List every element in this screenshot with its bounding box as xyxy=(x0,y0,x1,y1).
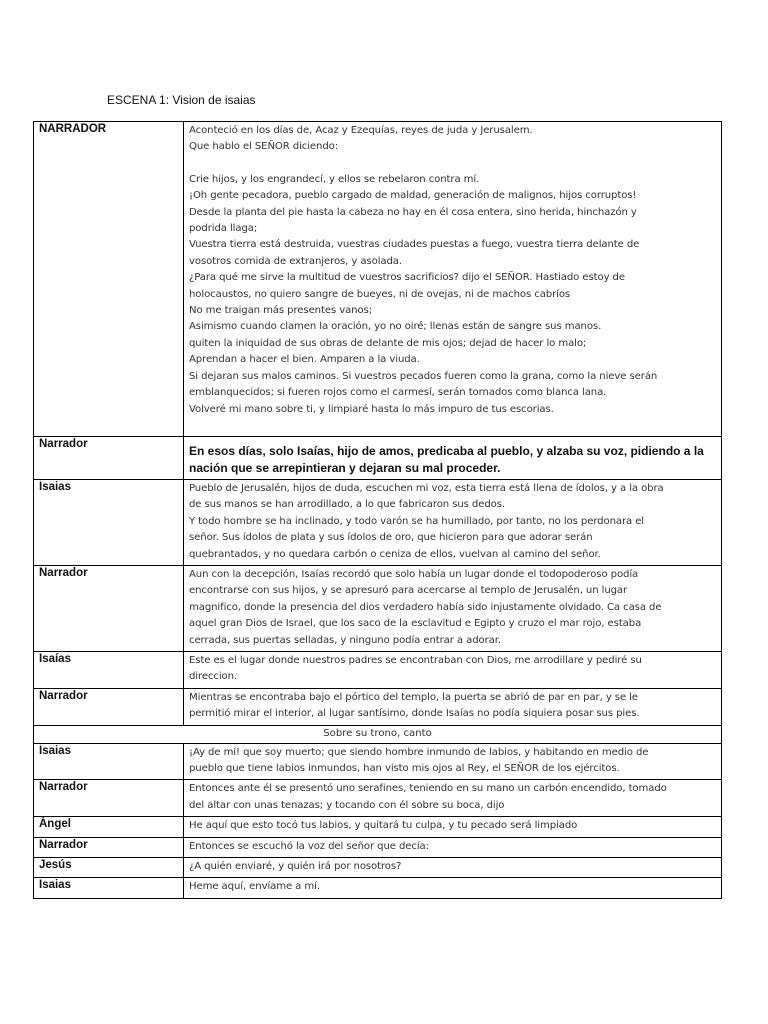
dialogue-line: nación que se arrepintieran y dejaran su mal proceder. xyxy=(189,460,501,475)
dialogue-line: permitió mirar el interior, al lugar santísimo, donde Isaías no podía siquiera posar sus pies. xyxy=(189,708,640,720)
dialogue-line: Pueblo de Jerusalén, hijos de duda, escuchen mi voz, esta tierra está llena de ídolos, y a la obra xyxy=(189,482,664,494)
dialogue-line: Aprendan a hacer el bien. Amparen a la viuda. xyxy=(189,354,420,366)
script-row xyxy=(34,122,722,437)
dialogue-line: direccion. xyxy=(189,671,238,683)
dialogue-line: ¡Ay de mí! que soy muerto; que siendo hombre inmundo de labios, y habitando en medio de xyxy=(189,746,649,758)
dialogue-line: magnifico, donde la presencia del dios verdadero había sido injustamente olvidado. Ca casa de xyxy=(189,601,662,613)
dialogue-line: pueblo que tiene labios inmundos, han visto mis ojos al Rey, el SEÑOR de los ejércitos. xyxy=(189,763,620,774)
dialogue-line: Entonces ante él se presentó uno serafines, teniendo en su mano un carbón encendido, tomado xyxy=(189,783,667,795)
dialogue-line: de sus manos se han arrodillado, a lo que fabricaron sus dedos. xyxy=(189,499,505,511)
script-row xyxy=(34,565,722,651)
dialogue-line: encontrarse con sus hijos, y se apresuró para acercarse al templo de Jerusalén, un lugar xyxy=(189,585,628,597)
speaker-name: Narrador xyxy=(34,837,184,857)
dialogue-line: vosotros comida de extranjeros, y asolada. xyxy=(189,255,402,267)
dialogue-line: ¡Oh gente pecadora, pueblo cargado de maldad, generación de malignos, hijos corruptos! xyxy=(189,190,637,202)
dialogue-text xyxy=(184,122,722,437)
dialogue-line: aquel gran Dios de Israel, que los saco de la esclavitud e Egipto y cruzo el mar rojo, estaba xyxy=(189,618,642,630)
dialogue-line: emblanquecidos; si fueren rojos como el carmesí, serán tornados como blanca lana. xyxy=(189,387,607,399)
dialogue-line: Heme aquí, envíame a mí. xyxy=(189,881,320,893)
dialogue-line: Mientras se encontraba bajo el pórtico del templo, la puerta se abrió de par en par, y se le xyxy=(189,691,638,703)
dialogue-text xyxy=(184,565,722,651)
dialogue-line: quiten la iniquidad de sus obras de delante de mis ojos; dejad de hacer lo malo; xyxy=(189,337,587,349)
dialogue-text xyxy=(184,688,722,725)
stage-direction: Sobre su trono, canto xyxy=(34,725,722,743)
dialogue-text xyxy=(184,817,722,837)
script-row xyxy=(34,858,722,878)
script-row xyxy=(34,878,722,898)
dialogue-line: podrida llaga; xyxy=(189,223,258,235)
script-table xyxy=(33,121,722,899)
script-row xyxy=(34,479,722,565)
dialogue-line: ¿Para qué me sirve la multitud de vuestros sacrificios? dijo el SEÑOR. Hastiado estoy de xyxy=(189,272,625,284)
script-row xyxy=(34,688,722,725)
dialogue-line: En esos días, solo Isaías, hijo de amos, predicaba al pueblo, y alzaba su voz, pidiendo a la xyxy=(189,443,704,458)
dialogue-line: Asimismo cuando clamen la oración, yo no oiré; llenas están de sangre sus manos. xyxy=(189,321,602,333)
speaker-name: Isaías xyxy=(34,651,184,688)
script-row xyxy=(34,651,722,688)
speaker-name: Isaias xyxy=(34,479,184,565)
speaker-name: Jesús xyxy=(34,858,184,878)
script-row xyxy=(34,817,722,837)
dialogue-line: No me traigan más presentes vanos; xyxy=(189,305,373,317)
dialogue-line: Y todo hombre se ha inclinado, y todo varón se ha humillado, por tanto, no los perdonara el xyxy=(189,515,645,527)
dialogue-line: Este es el lugar donde nuestros padres se encontraban con Dios, me arrodillare y pediré su xyxy=(189,654,642,666)
dialogue-text xyxy=(184,780,722,817)
dialogue-text xyxy=(184,436,722,479)
script-row xyxy=(34,743,722,780)
script-row xyxy=(34,725,722,743)
dialogue-line: Aun con la decepción, Isaías recordó que solo había un lugar donde el todopoderoso podía xyxy=(189,568,639,580)
speaker-name: Narrador xyxy=(34,688,184,725)
speaker-name: Narrador xyxy=(34,436,184,479)
script-row xyxy=(34,837,722,857)
speaker-name: Isaias xyxy=(34,878,184,898)
dialogue-line xyxy=(189,156,716,172)
dialogue-line: Vuestra tierra está destruida, vuestras ciudades puestas a fuego, vuestra tierra delante de xyxy=(189,239,640,251)
dialogue-text xyxy=(184,858,722,878)
dialogue-line: holocaustos, no quiero sangre de bueyes, ni de ovejas, ni de machos cabríos xyxy=(189,288,571,300)
speaker-name: Narrador xyxy=(34,780,184,817)
dialogue-line xyxy=(189,418,716,434)
script-row xyxy=(34,436,722,479)
dialogue-line: Volveré mi mano sobre ti, y limpiaré hasta lo más impuro de tus escorias. xyxy=(189,403,554,415)
dialogue-line: Crie hijos, y los engrandecí, y ellos se rebelaron contra mí. xyxy=(189,173,480,185)
dialogue-line: ¿A quién enviaré, y quién irá por nosotros? xyxy=(189,861,402,873)
dialogue-line: Que hablo el SEÑOR diciendo: xyxy=(189,141,339,153)
dialogue-text xyxy=(184,837,722,857)
dialogue-text xyxy=(184,743,722,780)
dialogue-line: del altar con unas tenazas; y tocando con él sobre su boca, dijo xyxy=(189,799,505,811)
speaker-name: Isaias xyxy=(34,743,184,780)
dialogue-line: señor. Sus ídolos de plata y sus ídolos de oro, que hicieron para que adorar serán xyxy=(189,532,593,544)
speaker-name: Narrador xyxy=(34,565,184,651)
dialogue-text xyxy=(184,651,722,688)
script-row xyxy=(34,780,722,817)
dialogue-line: cerrada, sus puertas selladas, y ninguno podía entrar a adorar. xyxy=(189,634,501,646)
dialogue-line: Entonces se escuchó la voz del señor que decía: xyxy=(189,840,429,852)
speaker-name: NARRADOR xyxy=(34,122,184,437)
dialogue-line: Aconteció en los días de, Acaz y Ezequías, reyes de juda y Jerusalem. xyxy=(189,125,533,136)
dialogue-line: He aquí que esto tocó tus labios, y quitará tu culpa, y tu pecado será limpiado xyxy=(189,820,578,832)
scene-title: ESCENA 1: Vision de isaias xyxy=(107,93,256,107)
dialogue-line: quebrantados, y no quedara carbón o ceniza de ellos, vuelvan al camino del señor. xyxy=(189,548,601,560)
speaker-name: Ángel xyxy=(34,817,184,837)
dialogue-text xyxy=(184,878,722,898)
dialogue-line: Desde la planta del pie hasta la cabeza no hay en él cosa entera, sino herida, hinchazón y xyxy=(189,206,637,218)
dialogue-text xyxy=(184,479,722,565)
dialogue-line: Si dejaran sus malos caminos. Si vuestros pecados fueren como la grana, como la nieve serán xyxy=(189,370,658,382)
